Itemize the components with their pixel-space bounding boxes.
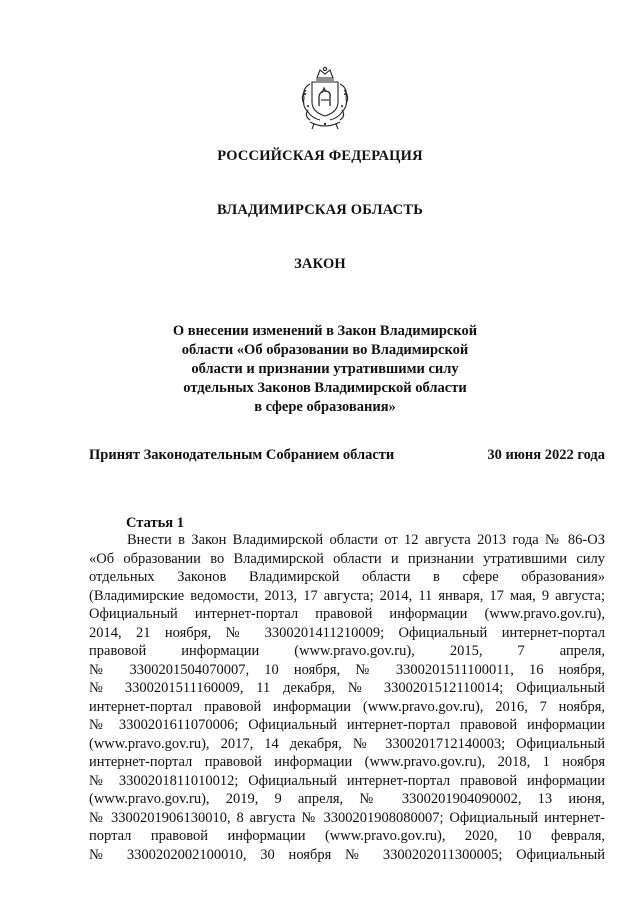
body-line: (www.pravo.gov.ru), 2019, 9 апреля, № 3300201904090002, 13 июня, (89, 791, 605, 807)
subject-line: отдельных Законов Владимирской области (183, 380, 467, 396)
document-type-heading: ЗАКОН (294, 256, 346, 272)
body-line: Официальный интернет-портал правовой информации (www.pravo.gov.ru), (89, 606, 605, 622)
body-line: портал правовой информации (www.pravo.gov.ru), 2020, 10 февраля, (89, 828, 605, 844)
body-line: № 3300201611070006; Официальный интернет-портал правовой информации (89, 717, 605, 733)
law-subject-title (150, 322, 500, 417)
body-line: № 3300201511160009, 11 декабря, № 3300201512110014; Официальный (89, 680, 605, 696)
adoption-date: 30 июня 2022 года (487, 447, 605, 463)
body-line: № 3300201504070007, 10 ноября, № 3300201511100011, 16 ноября, (89, 661, 605, 678)
subject-line: области и признании утратившими силу (191, 361, 459, 377)
article-title: Статья 1 (126, 515, 184, 531)
region-heading: ВЛАДИМИРСКАЯ ОБЛАСТЬ (217, 202, 423, 218)
subject-line: в сфере образования» (254, 399, 396, 415)
adopted-by-text: Принят Законодательным Собранием области (89, 447, 395, 463)
body-line: (www.pravo.gov.ru), 2017, 14 декабря, № 3300201712140003; Официальный (89, 735, 605, 752)
body-line: Внести в Закон Владимирской области от 12 августа 2013 года № 86-ОЗ (127, 532, 605, 548)
body-line: № 3300201811010012; Официальный интернет-портал правовой информации (89, 772, 605, 789)
body-line: № 3300202002100010, 30 ноября № 3300202011300005; Официальный (89, 846, 605, 863)
subject-line: О внесении изменений в Закон Владимирской (172, 323, 478, 339)
article-body (89, 531, 605, 864)
body-line: правовой информации (www.pravo.gov.ru), 2015, 7 апреля, (89, 643, 605, 659)
body-line: интернет-портал правовой информации (www.pravo.gov.ru), 2018, 1 ноября (89, 754, 605, 770)
body-line: 2014, 21 ноября, № 3300201411210009; Официальный интернет-портал (89, 624, 605, 641)
adoption-line (89, 447, 605, 464)
body-line: отдельных Законов Владимирской области в сфере образования» (89, 569, 605, 585)
body-line: интернет-портал правовой информации (www.pravo.gov.ru), 2016, 7 ноября, (89, 698, 605, 715)
coat-of-arms-emblem (296, 66, 354, 132)
subject-line: области «Об образовании во Владимирской (181, 342, 469, 358)
body-line: (Владимирские ведомости, 2013, 17 августа; 2014, 11 января, 17 мая, 9 августа; (89, 587, 605, 604)
body-line: № 3300201906130010, 8 августа № 3300201908080007; Официальный интернет- (89, 809, 605, 826)
body-line: «Об образовании во Владимирской области и признании утратившими силу (89, 550, 605, 567)
country-heading: РОССИЙСКАЯ ФЕДЕРАЦИЯ (217, 148, 423, 164)
